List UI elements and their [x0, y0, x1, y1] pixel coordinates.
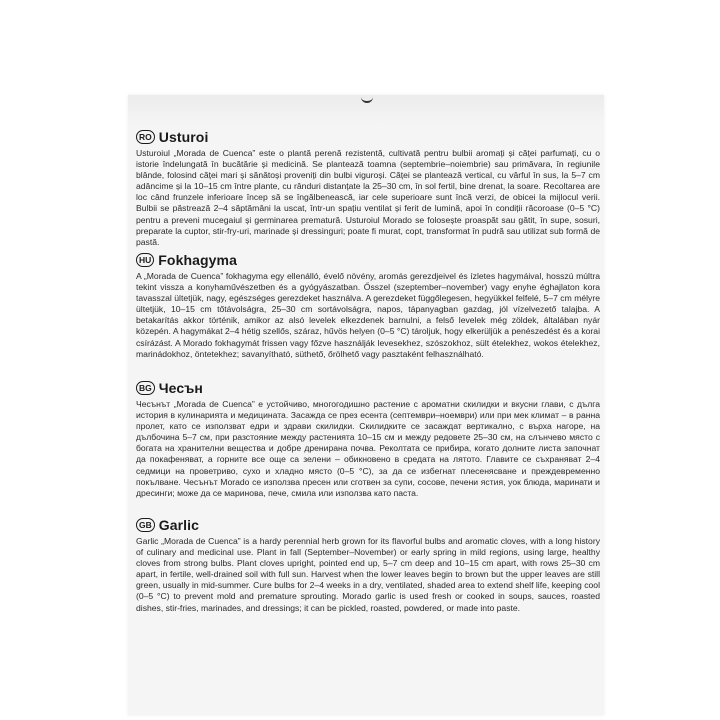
section-heading	[136, 516, 600, 534]
section-heading	[136, 251, 600, 269]
section-bg	[136, 379, 600, 499]
section-text: Usturoiul „Morada de Cuenca” este o plantă perenă rezistentă, cultivată pentru bulbii aromați și căței parfumați, cu o istorie îndelungată în bucătărie și medicină. Se plantează toamna (septembrie–noiembrie) sau primăvara, în regiunile blânde, folosind căței mari și sănătoși proveniți din bulbi viguroși. Căței se plantează vertical, cu vârful în sus, la 5–7 cm adâncime și la 10–15 cm între plante, cu rânduri distanțate la 25–30 cm, în sol fertil, bine drenat, la soare. Recoltarea are loc când frunzele inferioare încep să se îngălbenească, iar cele superioare sunt încă verzi, de obicei la mijlocul verii. Bulbii se păstrează 2–4 săptămâni la uscat, într-un spațiu ventilat și ferit de lumină, apoi în condiții răcoroase (0–5 °C) pentru a preveni mucegaiul și germinarea prematură. Usturoiul Morado se folosește proaspăt sau gătit, în supe, sosuri, preparate la cuptor, stir-fry-uri, marinade și dressinguri; poate fi murat, copt, transformat în pudră sau utilizat sub formă de pastă.	[136, 148, 600, 247]
section-title: Fokhagyma	[158, 252, 237, 268]
section-title: Usturoi	[158, 129, 209, 145]
language-badge-bg: BG	[136, 381, 155, 395]
section-title: Чесън	[158, 380, 203, 396]
section-text: Garlic „Morada de Cuenca” is a hardy perennial herb grown for its flavorful bulbs and aromatic cloves, with a long history of culinary and medicinal use. Plant in fall (September–November) or early spring in mild regions, using large, healthy cloves from strong bulbs. Plant cloves upright, pointed end up, 5–7 cm deep and 10–15 cm apart, with rows 25–30 cm apart, in fertile, well-drained soil with full sun. Harvest when the lower leaves begin to brown but the upper leaves are still green, usually in mid-summer. Cure bulbs for 2–4 weeks in a dry, ventilated, shaded area to extend shelf life, keeping cool (0–5 °C) to prevent mold and premature sprouting. Morado garlic is used fresh or cooked in soups, sauces, roasted dishes, stir-fries, marinades, and dressings; it can be pickled, roasted, powdered, or made into paste.	[136, 536, 600, 613]
hang-hole	[361, 91, 373, 103]
section-hu	[136, 251, 600, 360]
language-badge-gb: GB	[136, 518, 155, 532]
section-title: Garlic	[158, 517, 200, 533]
section-heading	[136, 128, 600, 146]
section-ro	[136, 128, 600, 248]
section-text: A „Morada de Cuenca” fokhagyma egy ellenálló, évelő növény, aromás gerezdjeivel és ízletes hagymáival, hosszú múltra tekint vissza a konyhaművészetben és a gyógyászatban. Ősszel (szeptember–november) vagy enyhe éghajlaton kora tavasszal ültetjük, nagy, egészséges gerezdeket használva. A gerezdeket függőlegesen, hegyükkel felfelé, 5–7 cm mélyre ültetjük, 10–15 cm tőtávolságra, 25–30 cm sortávolságra, napos, tápanyagban gazdag, jól vízelvezető talajba. A betakarítás akkor történik, amikor az alsó levelek elkezdenek barnulni, a felső levelek még zöldek, általában nyár közepén. A hagymákat 2–4 hétig szellős, száraz, hűvös helyen (0–5 °C) tároljuk, hogy elkerüljük a penészedést és a korai csírázást. A Morado fokhagymát frissen vagy főzve használják levesekhez, szószokhoz, sült ételekhez, wokos ételekhez, marinádokhoz, öntetekhez; savanyítható, süthető, őrölhető vagy pasztaként felhasználható.	[136, 271, 600, 359]
language-badge-hu: HU	[136, 253, 154, 267]
language-badge-ro: RO	[136, 130, 155, 144]
section-text: Чесънът „Morada de Cuenca” е устойчиво, многогодишно растение с ароматни скилидки и вкусни глави, с дълга история в кулинарията и медицината. Засажда се през есента (септември–ноември) или при мек климат – в ранна пролет, като се използват едри и здрави скилидки. Скилидките се засаждат вертикално, с върха нагоре, на дълбочина 5–7 см, при разстояние между растенията 10–15 см и между редовете 25–30 см, на слънчево място с богата на хранителни вещества и добре дренирана почва. Реколтата се прибира, когато долните листа започнат да покафеняват, а горните все още са зелени – обикновено в средата на лятото. Главите се съхраняват 2–4 седмици на проветриво, сухо и хладно място (0–5 °C), за да се избегнат плесенясване и преждевременно покълване. Чесънът Morado се използва пресен или сготвен за супи, сосове, печени ястия, уок блюда, маринати и дресинги; може да се маринова, пече, смила или използва като паста.	[136, 399, 600, 498]
section-heading	[136, 379, 600, 397]
section-gb	[136, 516, 600, 614]
seed-packet-back	[128, 95, 604, 715]
